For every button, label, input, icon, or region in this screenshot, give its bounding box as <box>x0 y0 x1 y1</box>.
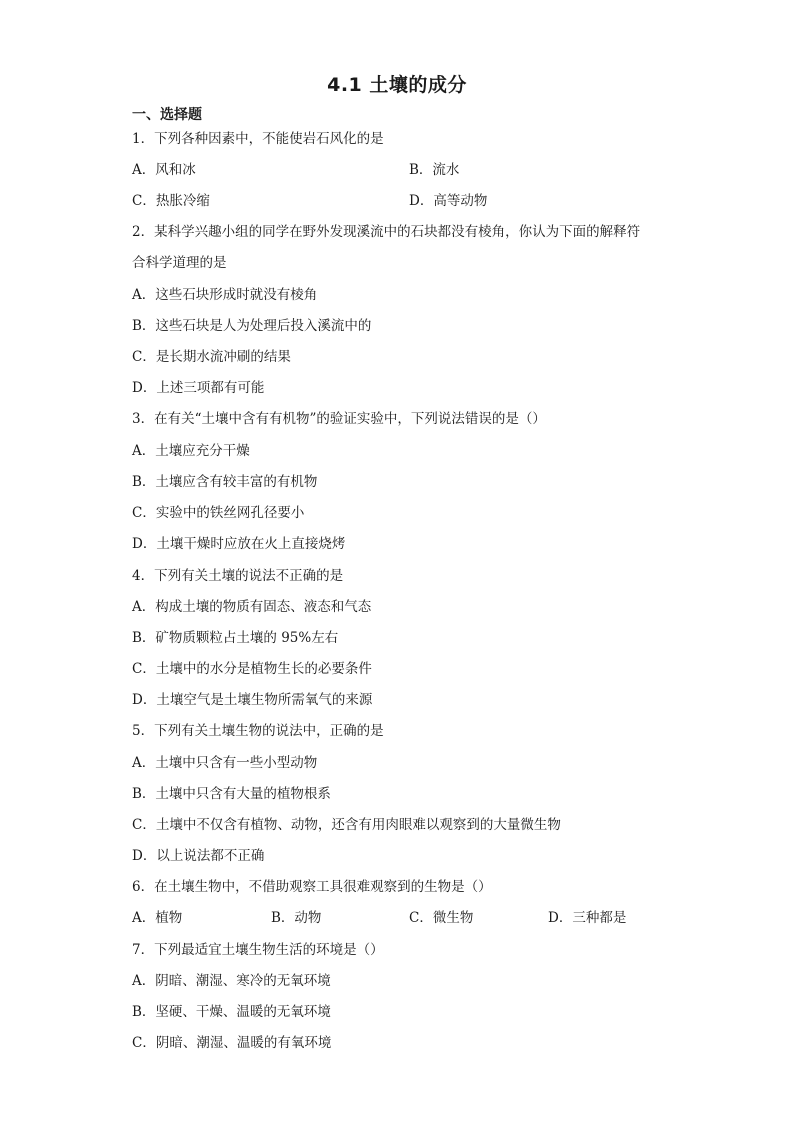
question-2-option-b: B．这些石块是人为处理后投入溪流中的 <box>132 318 372 334</box>
question-5-option-c: C．土壤中不仅含有植物、动物，还含有用肉眼难以观察到的大量微生物 <box>132 817 561 833</box>
question-7-option-a: A．阴暗、潮湿、寒冷的无氧环境 <box>132 973 331 989</box>
question-5-option-b: B．土壤中只含有大量的植物根系 <box>132 786 331 802</box>
question-2-stem-line1: 2．某科学兴趣小组的同学在野外发现溪流中的石块都没有棱角，你认为下面的解释符 <box>132 224 641 240</box>
question-3-option-a: A．土壤应充分干燥 <box>132 443 250 459</box>
question-1-stem: 1．下列各种因素中，不能使岩石风化的是 <box>132 131 384 147</box>
question-5-stem: 5．下列有关土壤生物的说法中，正确的是 <box>132 723 384 739</box>
question-4-stem: 4．下列有关土壤的说法不正确的是 <box>132 568 344 584</box>
question-3-option-d: D．土壤干燥时应放在火上直接烧烤 <box>132 536 346 552</box>
question-6-option-a: A．植物 <box>132 910 183 926</box>
question-1-option-b: B．流水 <box>409 162 460 178</box>
question-1-option-d: D．高等动物 <box>409 193 488 209</box>
question-3-option-b: B．土壤应含有较丰富的有机物 <box>132 474 318 490</box>
question-6-stem: 6．在土壤生物中，不借助观察工具很难观察到的生物是（） <box>132 879 492 895</box>
question-3-stem: 3．在有关“土壤中含有有机物”的验证实验中，下列说法错误的是（） <box>132 411 546 427</box>
question-4-option-c: C．土壤中的水分是植物生长的必要条件 <box>132 661 372 677</box>
question-1-option-c: C．热胀冷缩 <box>132 193 210 209</box>
question-2-option-c: C．是长期水流冲刷的结果 <box>132 349 291 365</box>
question-6-option-c: C．微生物 <box>409 910 474 926</box>
question-5-option-d: D．以上说法都不正确 <box>132 848 265 864</box>
question-1-option-a: A．风和冰 <box>132 162 196 178</box>
question-6-option-d: D．三种都是 <box>548 910 627 926</box>
question-3-option-c: C．实验中的铁丝网孔径要小 <box>132 505 305 521</box>
page-title: 4.1 土壤的成分 <box>327 74 467 96</box>
question-5-option-a: A．土壤中只含有一些小型动物 <box>132 755 318 771</box>
question-7-option-b: B．坚硬、干燥、温暖的无氧环境 <box>132 1004 331 1020</box>
question-4-option-a: A．构成土壤的物质有固态、液态和气态 <box>132 599 372 615</box>
question-2-option-d: D．上述三项都有可能 <box>132 380 265 396</box>
question-6-option-b: B．动物 <box>271 910 322 926</box>
question-2-stem-line2: 合科学道理的是 <box>132 255 227 271</box>
question-4-option-d: D．土壤空气是土壤生物所需氧气的来源 <box>132 692 373 708</box>
question-2-option-a: A．这些石块形成时就没有棱角 <box>132 287 318 303</box>
section-heading: 一、选择题 <box>132 107 202 123</box>
question-7-option-c: C．阴暗、潮湿、温暖的有氧环境 <box>132 1035 332 1051</box>
question-7-stem: 7．下列最适宜土壤生物生活的环境是（） <box>132 942 384 958</box>
question-4-option-b: B．矿物质颗粒占土壤的 95%左右 <box>132 630 339 646</box>
